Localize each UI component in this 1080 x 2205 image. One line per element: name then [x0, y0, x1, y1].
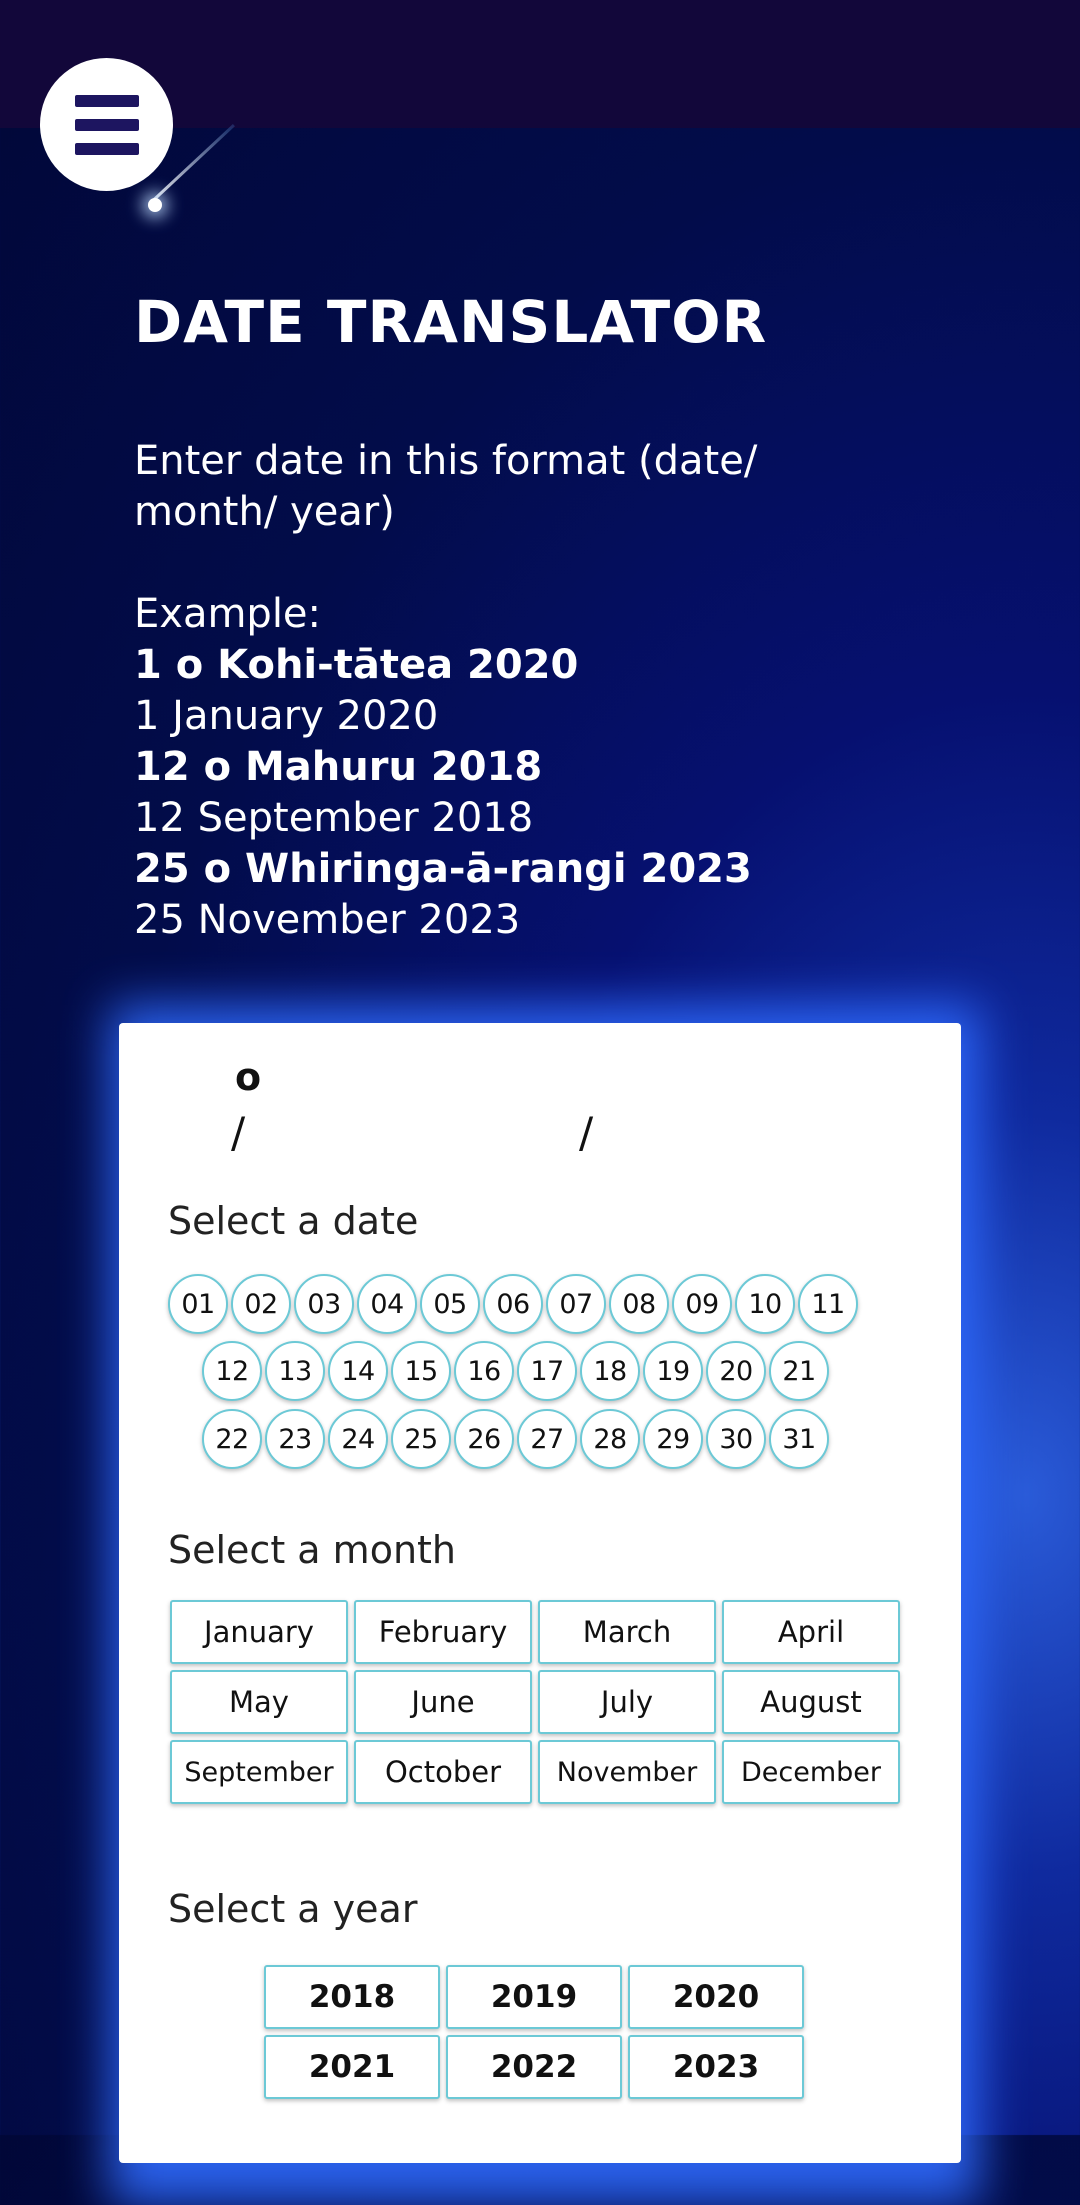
- month-option[interactable]: March: [538, 1600, 716, 1664]
- hamburger-menu-icon[interactable]: [40, 58, 173, 191]
- shooting-star: [148, 198, 162, 212]
- date-option[interactable]: 11: [798, 1274, 858, 1334]
- date-option[interactable]: 21: [769, 1341, 829, 1401]
- date-option[interactable]: 15: [391, 1341, 451, 1401]
- year-option[interactable]: 2020: [628, 1965, 804, 2029]
- year-option[interactable]: 2023: [628, 2035, 804, 2099]
- date-option[interactable]: 19: [643, 1341, 703, 1401]
- page-title: DATE TRANSLATOR: [134, 288, 768, 356]
- date-option[interactable]: 25: [391, 1409, 451, 1469]
- date-option[interactable]: 16: [454, 1341, 514, 1401]
- year-option[interactable]: 2018: [264, 1965, 440, 2029]
- menu-bar-line: [75, 95, 139, 107]
- date-option[interactable]: 12: [202, 1341, 262, 1401]
- date-option[interactable]: 09: [672, 1274, 732, 1334]
- date-separator: /: [579, 1108, 594, 1157]
- year-grid: [264, 1965, 804, 2099]
- date-option[interactable]: 06: [483, 1274, 543, 1334]
- date-option[interactable]: 02: [231, 1274, 291, 1334]
- date-row: [202, 1341, 829, 1401]
- date-picker-panel: [119, 1023, 961, 2163]
- select-date-label: Select a date: [168, 1199, 419, 1243]
- date-option[interactable]: 10: [735, 1274, 795, 1334]
- example-maori: 25 o Whiringa-ā-rangi 2023: [134, 846, 752, 892]
- example-english: 1 January 2020: [134, 693, 439, 739]
- example-label: Example:: [134, 591, 322, 637]
- select-month-label: Select a month: [168, 1528, 457, 1572]
- example-english: 25 November 2023: [134, 897, 521, 943]
- month-option[interactable]: August: [722, 1670, 900, 1734]
- month-grid: [170, 1600, 900, 1804]
- date-option[interactable]: 13: [265, 1341, 325, 1401]
- month-option[interactable]: April: [722, 1600, 900, 1664]
- date-option[interactable]: 04: [357, 1274, 417, 1334]
- month-option[interactable]: February: [354, 1600, 532, 1664]
- year-option[interactable]: 2022: [446, 2035, 622, 2099]
- date-option[interactable]: 05: [420, 1274, 480, 1334]
- date-option[interactable]: 30: [706, 1409, 766, 1469]
- example-english: 12 September 2018: [134, 795, 534, 841]
- month-option[interactable]: June: [354, 1670, 532, 1734]
- date-option[interactable]: 31: [769, 1409, 829, 1469]
- date-option[interactable]: 24: [328, 1409, 388, 1469]
- date-option[interactable]: 20: [706, 1341, 766, 1401]
- year-option[interactable]: 2019: [446, 1965, 622, 2029]
- date-option[interactable]: 07: [546, 1274, 606, 1334]
- date-option[interactable]: 08: [609, 1274, 669, 1334]
- instructions: [134, 436, 854, 946]
- date-option[interactable]: 03: [294, 1274, 354, 1334]
- menu-bar-line: [75, 119, 139, 131]
- month-option[interactable]: December: [722, 1740, 900, 1804]
- month-option[interactable]: November: [538, 1740, 716, 1804]
- date-row: [168, 1274, 858, 1334]
- date-option[interactable]: 14: [328, 1341, 388, 1401]
- month-option[interactable]: October: [354, 1740, 532, 1804]
- date-option[interactable]: 28: [580, 1409, 640, 1469]
- date-option[interactable]: 26: [454, 1409, 514, 1469]
- month-option[interactable]: September: [170, 1740, 348, 1804]
- example-maori: 1 o Kohi-tātea 2020: [134, 642, 579, 688]
- date-option[interactable]: 22: [202, 1409, 262, 1469]
- menu-bar-line: [75, 143, 139, 155]
- instruction-text: Enter date in this format (date/ month/ year): [134, 438, 758, 535]
- date-option[interactable]: 23: [265, 1409, 325, 1469]
- month-option[interactable]: July: [538, 1670, 716, 1734]
- date-option[interactable]: 18: [580, 1341, 640, 1401]
- year-option[interactable]: 2021: [264, 2035, 440, 2099]
- month-option[interactable]: May: [170, 1670, 348, 1734]
- date-option[interactable]: 17: [517, 1341, 577, 1401]
- date-option[interactable]: 29: [643, 1409, 703, 1469]
- select-year-label: Select a year: [168, 1887, 418, 1931]
- date-option[interactable]: 01: [168, 1274, 228, 1334]
- example-maori: 12 o Mahuru 2018: [134, 744, 543, 790]
- date-row: [202, 1409, 829, 1469]
- date-separator: /: [231, 1108, 246, 1157]
- example-item: [134, 742, 854, 844]
- example-item: [134, 844, 854, 946]
- example-item: [134, 640, 854, 742]
- o-connector: o: [235, 1055, 262, 1099]
- month-option[interactable]: January: [170, 1600, 348, 1664]
- date-option[interactable]: 27: [517, 1409, 577, 1469]
